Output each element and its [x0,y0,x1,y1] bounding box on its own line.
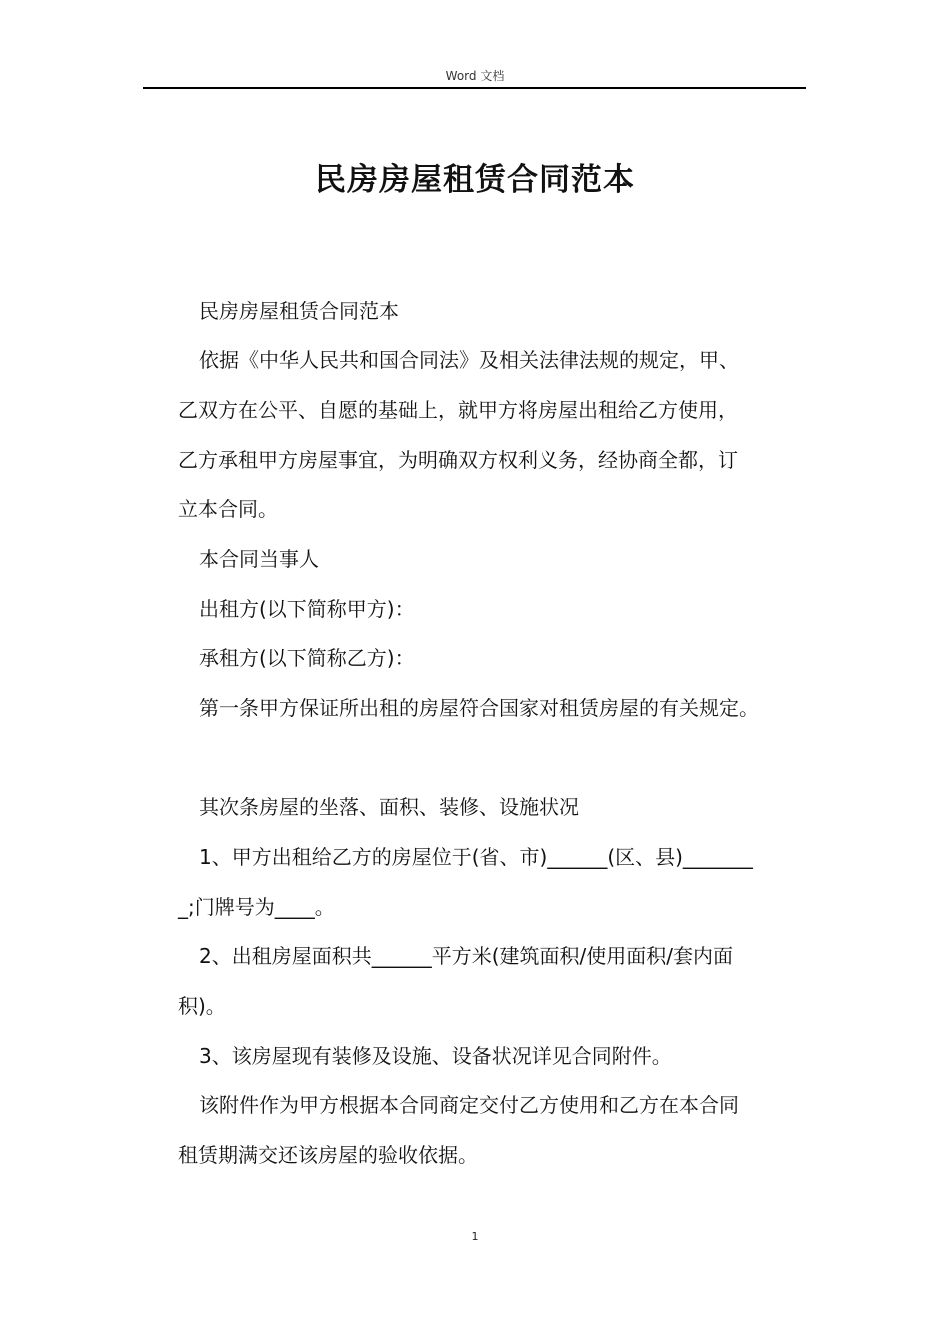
paragraph-line: 第一条甲方保证所出租的房屋符合国家对租赁房屋的有关规定。 [199,696,759,720]
paragraph-line: 2、出租房屋面积共______平方米(建筑面积/使用面积/套内面 [199,944,734,968]
paragraph-line: 依据《中华人民共和国合同法》及相关法律法规的规定，甲、 [199,348,739,372]
paragraph-line: 积)。 [178,994,226,1018]
header-divider [143,87,806,89]
paragraph-line: 该附件作为甲方根据本合同商定交付乙方使用和乙方在本合同 [199,1093,739,1117]
paragraph-line: 乙双方在公平、自愿的基础上，就甲方将房屋出租给乙方使用， [178,398,738,422]
paragraph-line: 承租方(以下简称乙方)： [199,646,415,670]
paragraph-line: 3、该房屋现有装修及设施、设备状况详见合同附件。 [199,1044,672,1068]
paragraph-line: 乙方承租甲方房屋事宜，为明确双方权利义务，经协商全都，订 [178,448,738,472]
paragraph-line: 出租方(以下简称甲方)： [199,597,415,621]
document-title: 民房房屋租赁合同范本 [315,162,635,198]
paragraph-line: 本合同当事人 [199,547,319,571]
paragraph-line: 1、甲方出租给乙方的房屋位于(省、市)______(区、县)_______ [199,845,753,869]
paragraph-line: _;门牌号为____。 [178,895,335,919]
paragraph-line: 民房房屋租赁合同范本 [199,299,399,323]
header-label: Word 文档 [445,69,505,83]
page-number: 1 [471,1230,479,1243]
paragraph-line: 租赁期满交还该房屋的验收依据。 [178,1143,478,1167]
paragraph-line: 立本合同。 [178,497,278,521]
paragraph-line: 其次条房屋的坐落、面积、装修、设施状况 [199,795,579,819]
